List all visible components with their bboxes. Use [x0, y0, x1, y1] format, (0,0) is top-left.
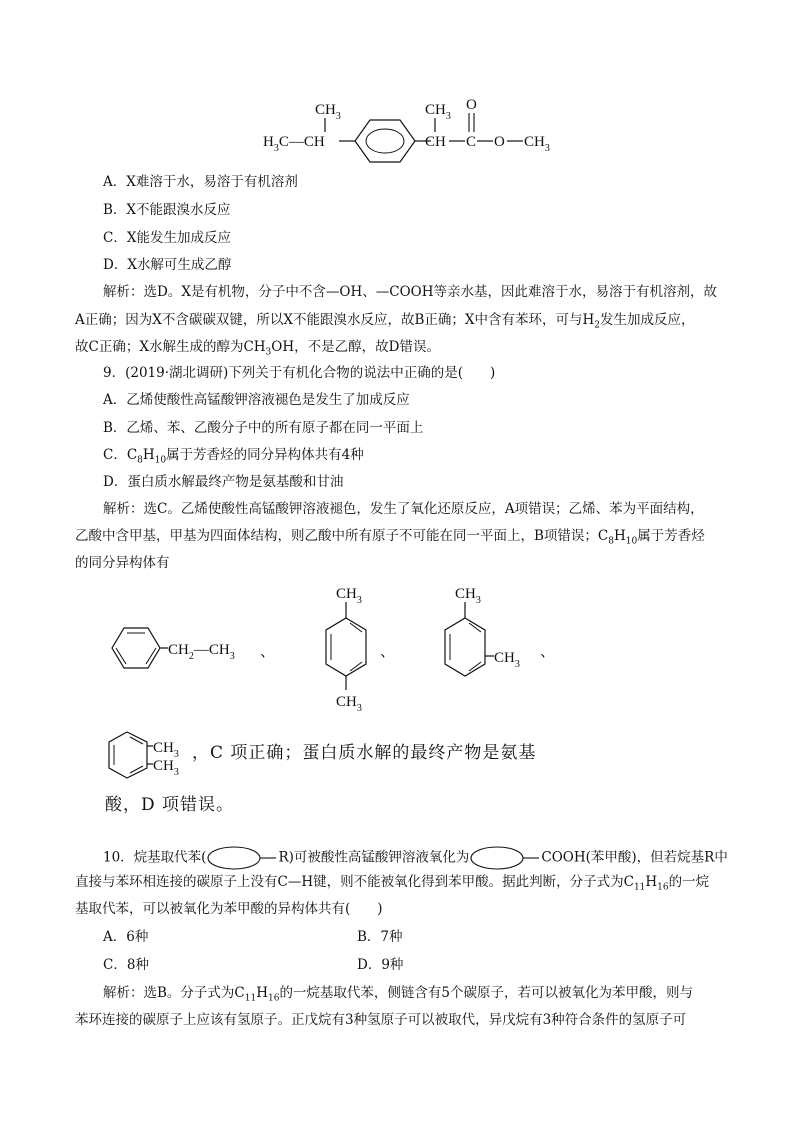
q9-stem: 9．(2019·湖北调研)下列关于有机化合物的说法中正确的是( ): [103, 365, 496, 381]
benzene-ring: [355, 120, 415, 162]
q10-stem-line2: 直接与苯环相连接的碳原子上没有C—H键，则不能被氧化得到苯甲酸。据此判断，分子式为$C_{11}H_{16}$的一烷: [75, 874, 710, 893]
q10-option-c: C．8种: [103, 957, 149, 973]
q8-analysis-line2: A正确；因为X不含碳碳双键，所以X不能跟溴水反应，故B正确；X中含有苯环，可与$H_2$发生加成反应，: [75, 312, 695, 331]
separator-comma: 、: [380, 644, 396, 660]
benzene-ring: [445, 618, 485, 676]
ester-o-label: O: [494, 134, 505, 150]
q10-stem-line1: 10．烷基取代苯( R)可被酸性高锰酸钾溶液氧化为 COOH(苯甲酸)，但若烷基R中: [103, 845, 728, 871]
q8-analysis-line1: 解析：选D。X是有机物，分子中不含—OH、—COOH等亲水基，因此难溶于水，易溶于有机溶剂，故: [103, 284, 718, 300]
ester-structure-diagram: [255, 92, 565, 164]
ring-double-bond: [130, 737, 143, 744]
q8-option-a: A．X难溶于水，易溶于有机溶剂: [103, 174, 298, 190]
carbon-c-label: C: [466, 134, 477, 150]
q8-option-b: B．X不能跟溴水反应: [103, 202, 231, 218]
ethyl-group-label: $CH_2—CH_3$: [168, 642, 235, 662]
para-xylene-bottom-ch3: $CH_3$: [336, 694, 362, 714]
q9-analysis-conclusion-a: ，C 项正确；蛋白质水解的最终产物是氨基: [192, 743, 537, 763]
q9-option-b: B．乙烯、苯、乙酸分子中的所有原子都在同一平面上: [103, 420, 424, 436]
ortho-xylene-diagram: [105, 728, 195, 782]
benzene-ring-circle: [366, 129, 404, 153]
ring-double-bond: [116, 648, 126, 664]
q9-analysis-line2: 乙酸中含甲基，甲基为四面体结构，则乙酸中所有原子不可能在同一平面上，B项错误；$C_8H_{10}$属于芳香烃: [75, 528, 705, 547]
q10-analysis-line2: 苯环连接的碳原子上应该有氢原子。正戊烷有3种氢原子可以被取代，异戊烷有3种符合条件的氢原子可: [75, 1012, 687, 1028]
q10-option-a: A．6种: [103, 929, 149, 945]
q9-option-a: A．乙烯使酸性高锰酸钾溶液褪色是发生了加成反应: [103, 392, 410, 408]
h3c-label: $H_3C—CH$: [263, 134, 325, 154]
q8-option-d: D．X水解可生成乙醇: [103, 257, 232, 273]
q9-analysis-conclusion-b: 酸，D 项错误。: [105, 795, 235, 815]
ring-double-bond: [130, 766, 143, 773]
q9-option-c: C．$C_8H_{10}$属于芳香烃的同分异构体共有4种: [103, 447, 364, 466]
q9-option-d: D．蛋白质水解最终产物是氨基酸和甘油: [103, 474, 344, 490]
para-xylene-top-ch3: $CH_3$: [336, 586, 362, 606]
propanoate-ch3-label: $CH_3$: [425, 102, 451, 122]
q9-analysis-line3: 的同分异构体有: [75, 555, 170, 571]
ring-double-bond: [146, 648, 156, 664]
carbonyl-o-label: O: [466, 97, 477, 113]
benzene-ring: [112, 628, 160, 668]
q10-option-d: D．9种: [357, 957, 404, 973]
separator-comma: 、: [260, 644, 276, 660]
ortho-xylene-ch3-lower: $CH_3$: [153, 758, 179, 778]
benzene-ring: [109, 732, 147, 778]
meta-xylene-top-ch3: $CH_3$: [455, 586, 481, 606]
benzene-ring: [326, 618, 366, 676]
methyl-end-label: $CH_3$: [524, 134, 550, 154]
isomer-structures-diagram: [100, 578, 560, 718]
q8-analysis-line3: 故C正确；X水解生成的醇为$CH_3OH$，不是乙醇，故D错误。: [75, 339, 440, 358]
benzene-ring-inline-icon: [206, 845, 278, 871]
q10-option-b: B．7种: [357, 929, 403, 945]
benzene-ring-inline-icon: [469, 845, 541, 871]
ortho-xylene-ch3-upper: $CH_3$: [153, 740, 179, 760]
meta-xylene-side-ch3: $CH_3$: [494, 650, 520, 670]
separator-comma: 、: [540, 644, 556, 660]
q10-stem-line3: 基取代苯，可以被氧化为苯甲酸的异构体共有( ): [75, 901, 383, 917]
q9-analysis-line1: 解析：选C。乙烯使酸性高锰酸钾溶液褪色，发生了氧化还原反应，A项错误；乙烯、苯为平面结构，: [103, 501, 704, 517]
ch-label: CH: [425, 134, 446, 150]
isopropyl-top-ch3-label: $CH_3$: [315, 102, 341, 122]
q8-option-c: C．X能发生加成反应: [103, 230, 231, 246]
q10-analysis-line1: 解析：选B。分子式为$C_{11}H_{16}$的一烷基取代苯，侧链含有5个碳原子，若可以被氧化为苯甲酸，则与: [103, 985, 694, 1004]
